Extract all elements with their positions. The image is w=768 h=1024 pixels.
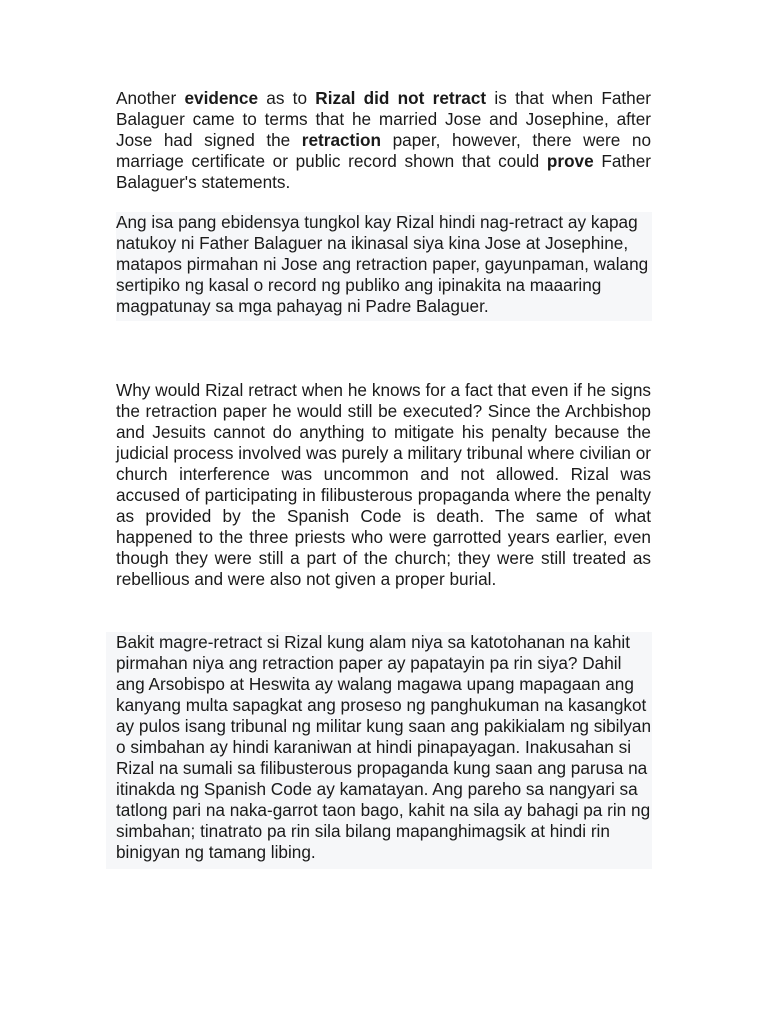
tagalog-paragraph-why-retract: Bakit magre-retract si Rizal kung alam niya sa katotohanan na kahit pirmahan niya ang retraction paper ay papatayin pa rin siya? Dahil ang Arsobispo at Heswita ay walang magawa upang mapagaan ang kanyang multa sapagkat ang proseso ng panghukuman na kasangkot ay pulos isang tribunal ng militar kung saan ang pakikialam ng sibilyan o simbahan ay hindi karaniwan at hindi pinapayagan. Inakusahan si Rizal na sumali sa filibusterous propaganda kung saan ang parusa na itinakda ng Spanish Code ay kamatayan. Ang pareho sa nangyari sa tatlong pari na naka-garrot taon bago, kahit na sila ay bahagi pa rin ng simbahan; tinatrato pa rin sila bilang mapanghimagsik at hindi rin binigyan ng tamang libing. (106, 632, 652, 869)
bold-term-evidence: evidence (184, 88, 259, 108)
text-run: as to (258, 88, 316, 108)
english-paragraph-why-retract: Why would Rizal retract when he knows for a fact that even if he signs the retraction paper he would still be executed? Since the Archbishop and Jesuits cannot do anything to mitigate his penalty because the judicial process involved was purely a military tribunal where civilian or church interference was uncommon and not allowed. Rizal was accused of participating in filibusterous propaganda where the penalty as provided by the Spanish Code is death. The same of what happened to the three priests who were garrotted years earlier, even though they were still a part of the church; they were still treated as rebellious and were also not given a proper burial. (116, 380, 651, 589)
text-run: Another (116, 88, 185, 108)
english-paragraph-retraction-evidence (116, 88, 651, 193)
bold-term-prove: prove (546, 151, 594, 171)
bold-term-retraction: retraction (301, 130, 382, 150)
text-run: is that when Father Balaguer came to terms that he married Jose and Josephine, after Jose had signed the (116, 88, 652, 150)
text-run: paper, however, there were no marriage certificate or public record shown that could (116, 130, 652, 171)
tagalog-paragraph-retraction-evidence: Ang isa pang ebidensya tungkol kay Rizal hindi nag-retract ay kapag natukoy ni Father Balaguer na ikinasal siya kina Jose at Josephine, matapos pirmahan ni Jose ang retraction paper, gayunpaman, walang sertipiko ng kasal o record ng publiko ang ipinakita na maaaring magpatunay sa mga pahayag ni Padre Balaguer. (116, 212, 652, 321)
text-run: Father Balaguer's statements. (116, 151, 652, 192)
bold-term-rizal-did-not-retract: Rizal did not retract (315, 88, 487, 108)
